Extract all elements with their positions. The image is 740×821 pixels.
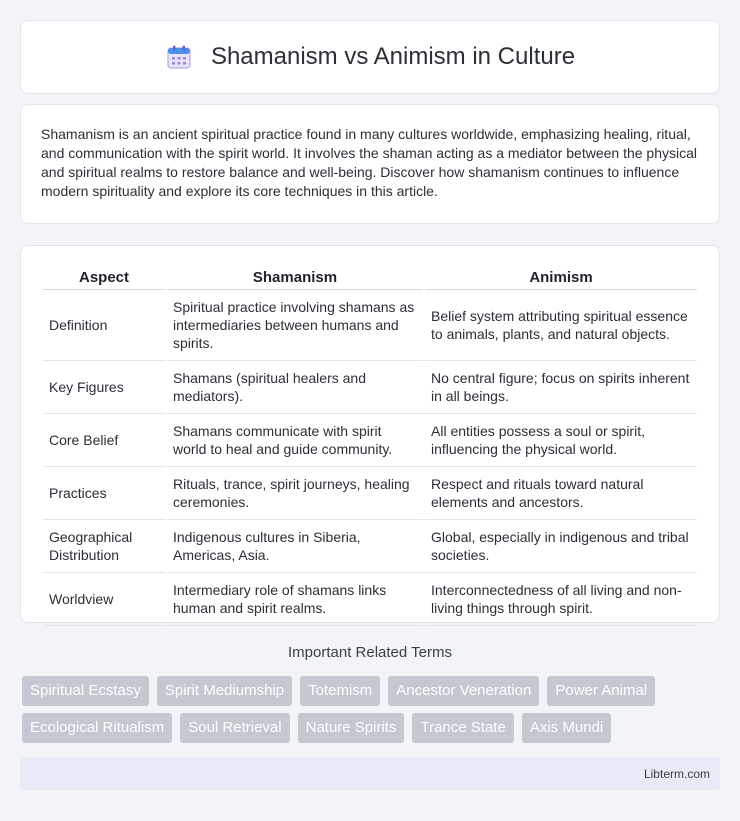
aspect-cell: Practices bbox=[43, 467, 165, 520]
intro-paragraph: Shamanism is an ancient spiritual practice found in many cultures worldwide, emphasizing healing, ritual, and communication with the spirit world. It involves the shaman acting as a mediator between the physical and spiritual realms to restore balance and well-being. Discover how shamanism continues to influence modern spirituality and explore its core techniques in this article. bbox=[41, 126, 698, 199]
animism-cell: Belief system attributing spiritual essence to animals, plants, and natural objects. bbox=[425, 290, 697, 361]
aspect-cell: Core Belief bbox=[43, 414, 165, 467]
related-term-tag[interactable]: Ancestor Veneration bbox=[388, 676, 539, 706]
animism-cell: All entities possess a soul or spirit, influencing the physical world. bbox=[425, 414, 697, 467]
shamanism-cell: Rituals, trance, spirit journeys, healing ceremonies. bbox=[167, 467, 423, 520]
related-term-tag[interactable]: Totemism bbox=[300, 676, 380, 706]
aspect-cell: Geographical Distribution bbox=[43, 520, 165, 573]
related-term-tag[interactable]: Spirit Mediumship bbox=[157, 676, 292, 706]
header-card bbox=[20, 20, 720, 94]
related-term-tag[interactable]: Power Animal bbox=[547, 676, 655, 706]
related-term-tag[interactable]: Spiritual Ecstasy bbox=[22, 676, 149, 706]
page-title: Shamanism vs Animism in Culture bbox=[210, 43, 576, 70]
comparison-table-card bbox=[20, 245, 720, 623]
table-row bbox=[43, 414, 697, 467]
shamanism-cell: Spiritual practice involving shamans as intermediaries between humans and spirits. bbox=[167, 290, 423, 361]
aspect-cell: Worldview bbox=[43, 573, 165, 626]
shamanism-cell: Intermediary role of shamans links human and spirit realms. bbox=[167, 573, 423, 626]
related-terms-title: Important Related Terms bbox=[288, 644, 452, 661]
related-term-tag[interactable]: Ecological Ritualism bbox=[22, 713, 172, 743]
table-row bbox=[43, 573, 697, 626]
footer bbox=[20, 757, 720, 790]
aspect-cell: Key Figures bbox=[43, 361, 165, 414]
aspect-cell: Definition bbox=[43, 290, 165, 361]
table-header-row bbox=[43, 262, 697, 290]
header-aspect: Aspect bbox=[43, 262, 165, 290]
table-row bbox=[43, 361, 697, 414]
table-row bbox=[43, 520, 697, 573]
related-term-tag[interactable]: Soul Retrieval bbox=[180, 713, 289, 743]
animism-cell: Respect and rituals toward natural elements and ancestors. bbox=[425, 467, 697, 520]
shamanism-cell: Shamans (spiritual healers and mediators). bbox=[167, 361, 423, 414]
header-shamanism: Shamanism bbox=[167, 262, 423, 290]
table-row bbox=[43, 467, 697, 520]
footer-site-link[interactable]: Libterm.com bbox=[643, 767, 710, 781]
header bbox=[165, 43, 575, 71]
animism-cell: No central figure; focus on spirits inherent in all beings. bbox=[425, 361, 697, 414]
related-terms-list bbox=[22, 676, 722, 743]
animism-cell: Interconnectedness of all living and non-living things through spirit. bbox=[425, 573, 697, 626]
comparison-table bbox=[41, 262, 699, 626]
related-term-tag[interactable]: Nature Spirits bbox=[298, 713, 405, 743]
related-term-tag[interactable]: Trance State bbox=[412, 713, 513, 743]
table-row bbox=[43, 290, 697, 361]
calendar-icon bbox=[165, 43, 193, 71]
header-animism: Animism bbox=[425, 262, 697, 290]
animism-cell: Global, especially in indigenous and tribal societies. bbox=[425, 520, 697, 573]
related-term-tag[interactable]: Axis Mundi bbox=[522, 713, 611, 743]
shamanism-cell: Shamans communicate with spirit world to heal and guide community. bbox=[167, 414, 423, 467]
shamanism-cell: Indigenous cultures in Siberia, Americas, Asia. bbox=[167, 520, 423, 573]
intro-card bbox=[20, 104, 720, 224]
